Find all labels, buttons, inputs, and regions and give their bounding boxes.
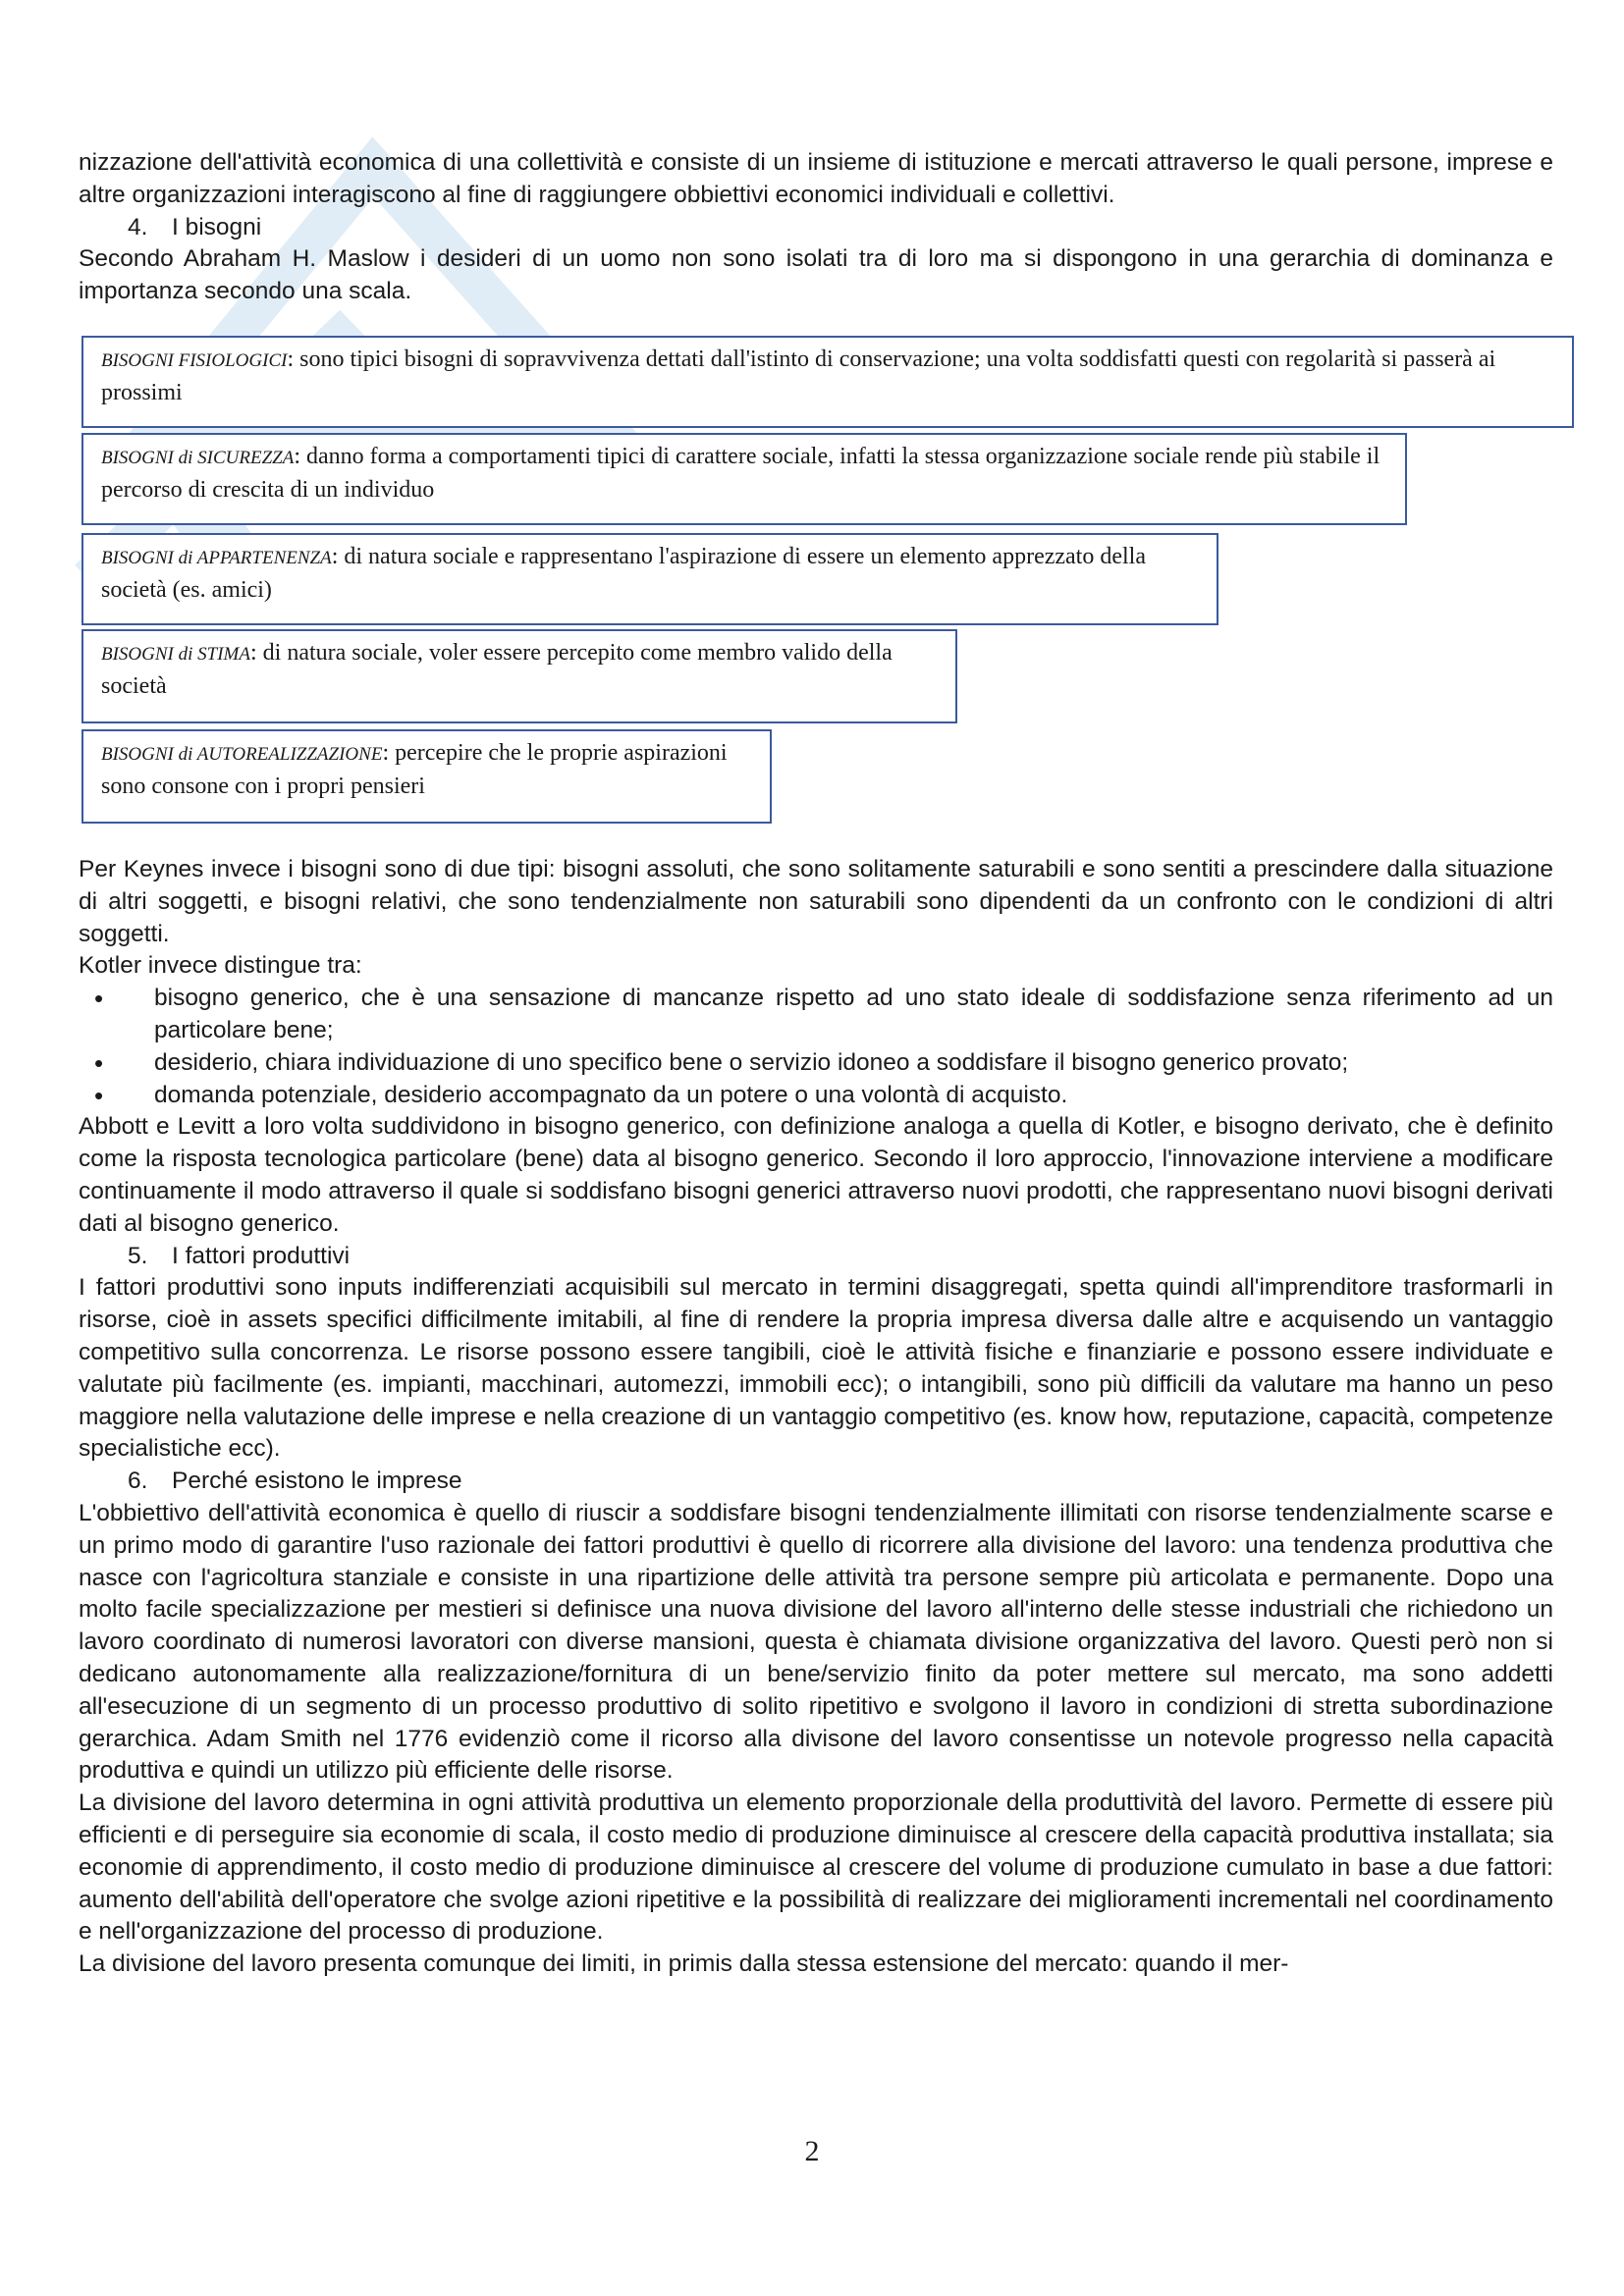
box-text: : percepire che le proprie aspirazioni sono consone con i propri pensieri: [101, 740, 728, 799]
box-label: BISOGNI FISIOLOGICI: [101, 350, 288, 371]
main-text-block: [79, 854, 1553, 1981]
list-item: • desiderio, chiara individuazione di uno specifico bene o servizio idoneo a soddisfare il bisogno generico provato;: [94, 1047, 1349, 1078]
abbott-levitt-paragraph: Abbott e Levitt a loro volta suddividono in bisogno generico, con definizione analoga a quella di Kotler, e bisogno derivato, che è definito come la risposta tecnologica particolare (bene) data al bisogno generico. Secondo il loro approccio, l'innovazione interviene a modificare continuamente il modo attraverso il quale si soddisfano bisogni generici attraverso nuovi prodotti, che rappresentano nuovi bisogni derivati dati al bisogno generico.: [79, 1113, 1553, 1237]
imprese-paragraph-3: La divisione del lavoro presenta comunque dei limiti, in primis dalla stessa estensione del mercato: quando il mer-: [79, 1950, 1289, 1978]
maslow-paragraph: Secondo Abraham H. Maslow i desideri di un uomo non sono isolati tra di loro ma si dispongono in una gerarchia di dominanza e importanza secondo una scala.: [79, 245, 1553, 305]
section-number: 5.: [128, 1242, 148, 1269]
pyramid-box-fisiologici: [81, 336, 1574, 428]
section-heading-6: [79, 1466, 1553, 1498]
imprese-paragraph-1: L'obbiettivo dell'attività economica è quello di riuscir a soddisfare bisogni tendenzialmente illimitati con risorse tendenzialmente scarse e un primo modo di garantire l'uso razionale dei fattori produttivi è quello di ricorrere alla divisione del lavoro: una tendenza produttiva che nasce con l'agricoltura stanziale e consiste in una ripartizione delle attività tra persone sempre più articolata e permanente. Dopo una molto facile specializzazione per mestieri si definisce una nuova divisione del lavoro all'interno delle stesse industriali che richiedono un lavoro coordinato di numerosi lavoratori con diverse mansioni, questa è chiamata divisione organizzativa del lavoro. Questi però non si dedicano autonomamente alla realizzazione/fornitura di un bene/servizio finito da poter mettere sul mercato, ma sono addetti all'esecuzione di un segmento di un processo produttivo di solito ripetitivo e svolgono il lavoro in condizioni di stretta subordinazione gerarchica. Adam Smith nel 1776 evidenziò come il ricorso alla divisone del lavoro consentisse un notevole progresso nella capacità produttiva e quindi un utilizzo più efficiente delle risorse.: [79, 1499, 1553, 1785]
pyramid-box-sicurezza: [81, 433, 1407, 525]
section-number: 4.: [128, 213, 148, 240]
kotler-intro: Kotler invece distingue tra:: [79, 952, 362, 980]
section-title: Perché esistono le imprese: [172, 1468, 462, 1495]
pyramid-box-stima: [81, 629, 957, 723]
list-item: • bisogno generico, che è una sensazione di mancanze rispetto ad uno stato ideale di soddisfazione senza riferimento ad un particolare bene;: [94, 984, 1553, 1043]
box-label: BISOGNI di APPARTENENZA: [101, 548, 332, 568]
section-title: I bisogni: [172, 213, 262, 240]
bullet-icon: •: [94, 1047, 104, 1078]
section-heading-4: [79, 212, 1553, 244]
bullet-icon: •: [94, 984, 104, 1014]
pyramid-box-autorealizzazione: [81, 729, 772, 824]
box-text: : di natura sociale, voler essere percepito come membro valido della società: [101, 640, 893, 699]
fattori-paragraph: I fattori produttivi sono inputs indifferenziati acquisibili sul mercato in termini disaggregati, spetta quindi all'imprenditore trasformarli in risorse, cioè in assets specifici difficilmente imitabili, al fine di rendere la propria impresa diversa dalle altre e acquisendo un vantaggio competitivo sulla concorrenza. Le risorse possono essere tangibili, cioè le attività fisiche e finanziarie e possono essere individuate e valutate più facilmente (es. impianti, macchinari, automezzi, immobili ecc); o intangibili, sono più difficili da valutare ma hanno un peso maggiore nella valutazione delle imprese e nella creazione di un vantaggio competitivo (es. know how, reputazione, capacità, competenze specialistiche ecc).: [79, 1274, 1553, 1463]
bullet-icon: •: [94, 1080, 104, 1110]
section-number: 6.: [128, 1468, 148, 1495]
list-item: • domanda potenziale, desiderio accompagnato da un potere o una volontà di acquisto.: [94, 1080, 1068, 1110]
section-heading-5: [79, 1241, 1553, 1273]
box-text: : di natura sociale e rappresentano l'aspirazione di essere un elemento apprezzato della società (es. amici): [101, 544, 1146, 603]
box-label: BISOGNI di AUTOREALIZZAZIONE: [101, 744, 383, 765]
intro-paragraph: nizzazione dell'attività economica di una collettività e consiste di un insieme di istituzione e mercati attraverso le quali persone, imprese e altre organizzazioni interagiscono al fine di raggiungere obbiettivi economici individuali e collettivi.: [79, 149, 1553, 208]
keynes-paragraph: Per Keynes invece i bisogni sono di due tipi: bisogni assoluti, che sono solitamente saturabili e sono sentiti a prescindere dalla situazione di altri soggetti, e bisogni relativi, che sono tendenzialmente non saturabili sono dipendenti da un confronto con le condizioni di altri soggetti.: [79, 856, 1553, 947]
box-text: : danno forma a comportamenti tipici di carattere sociale, infatti la stessa organizzazione sociale rende più stabile il percorso di crescita di un individuo: [101, 444, 1380, 503]
box-label: BISOGNI di STIMA: [101, 644, 250, 665]
box-label: BISOGNI di SICUREZZA: [101, 448, 295, 468]
kotler-list: [79, 983, 1553, 1111]
page-number: 2: [804, 2135, 820, 2167]
box-text: : sono tipici bisogni di sopravvivenza dettati dall'istinto di conservazione; una volta soddisfatti questi con regolarità si passerà ai prossimi: [101, 347, 1496, 405]
top-text-block: [79, 147, 1553, 308]
imprese-paragraph-2: La divisione del lavoro determina in ogni attività produttiva un elemento proporzionale della produttività del lavoro. Permette di essere più efficienti e di perseguire sia economie di scala, il costo medio di produzione diminuisce al crescere della capacità produttiva installata; sia economie di apprendimento, il costo medio di produzione diminuisce al crescere del volume di produzione cumulato in base a due fattori: aumento dell'abilità dell'operatore che svolge azioni ripetitive e la possibilità di realizzare dei miglioramenti incrementali nel coordinamento e nell'organizzazione del processo di produzione.: [79, 1789, 1553, 1946]
pyramid-box-appartenenza: [81, 533, 1218, 625]
section-title: I fattori produttivi: [172, 1242, 351, 1269]
